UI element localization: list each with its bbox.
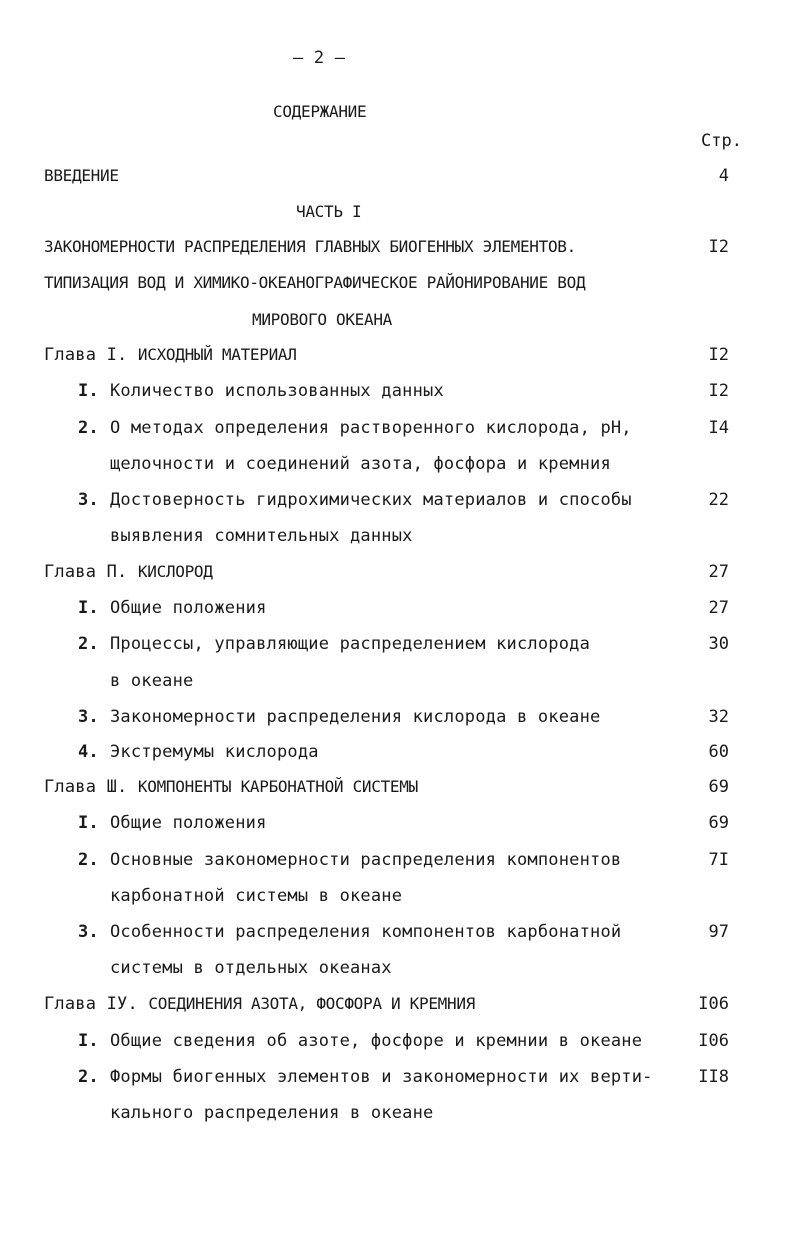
ch4-sec1-line1: Общие сведения об азоте, фосфоре и кремнии в океане: [110, 1031, 643, 1051]
ch4-sec2-line2: кального распределения в океане: [110, 1103, 434, 1123]
ch3-sec2-line1: Основные закономерности распределения компонентов: [110, 850, 622, 870]
ch4-sec1-num: I.: [78, 1031, 99, 1051]
ch3-sec1-page: 69: [708, 813, 729, 833]
ch1-sec2-line1: О методах определения растворенного кислорода, рН,: [110, 418, 632, 438]
ch3-sec2-line2: карбонатной системы в океане: [110, 886, 403, 906]
ch4-sec2-line1: Формы биогенных элементов и закономерности их верти-: [110, 1067, 653, 1087]
ch1-sec3-line2: выявления сомнительных данных: [110, 526, 413, 546]
chapter-1-prefix: Глава I.: [44, 345, 128, 365]
chapter-3-prefix: Глава Ш.: [44, 777, 128, 797]
ch2-sec2-num: 2.: [78, 634, 99, 654]
ch2-sec4-page: 60: [708, 742, 729, 762]
ch3-sec1-line1: Общие положения: [110, 813, 267, 833]
intro-label: ВВЕДЕНИЕ: [44, 166, 119, 185]
ch2-sec3-line1: Закономерности распределения кислорода в океане: [110, 707, 601, 727]
ch3-sec3-line2: системы в отдельных океанах: [110, 958, 392, 978]
chapter-4-prefix: Глава IУ.: [44, 994, 138, 1014]
ch4-sec1-page: I06: [698, 1031, 729, 1051]
ch4-sec2-page: II8: [698, 1067, 729, 1087]
ch2-sec1-page: 27: [708, 598, 729, 618]
ch1-sec3-page: 22: [708, 490, 729, 510]
part-page: I2: [708, 237, 729, 257]
part-title-line2: ТИПИЗАЦИЯ ВОД И ХИМИКО-ОКЕАНОГРАФИЧЕСКОЕ РАЙОНИРОВАНИЕ ВОД: [44, 273, 586, 292]
ch2-sec2-line2: в океане: [110, 671, 194, 691]
page-number: – 2 –: [293, 48, 346, 68]
chapter-4-heading: [44, 994, 475, 1014]
ch2-sec1-line1: Общие положения: [110, 598, 267, 618]
chapter-2-heading: [44, 562, 213, 582]
chapter-3-page: 69: [708, 777, 729, 797]
ch1-sec2-num: 2.: [78, 418, 99, 438]
chapter-4-page: I06: [698, 994, 729, 1014]
part-title-line1: ЗАКОНОМЕРНОСТИ РАСПРЕДЕЛЕНИЯ ГЛАВНЫХ БИОГЕННЫХ ЭЛЕМЕНТОВ.: [44, 237, 576, 256]
ch3-sec2-num: 2.: [78, 850, 99, 870]
ch3-sec2-page: 7I: [708, 850, 729, 870]
part-title-line3: МИРОВОГО ОКЕАНА: [252, 310, 392, 329]
ch1-sec2-page: I4: [708, 418, 729, 438]
ch2-sec4-line1: Экстремумы кислорода: [110, 742, 319, 762]
ch3-sec3-page: 97: [708, 922, 729, 942]
chapter-1-title: ИСХОДНЫЙ МАТЕРИАЛ: [137, 345, 297, 364]
chapter-4-title: СОЕДИНЕНИЯ АЗОТА, ФОСФОРА И КРЕМНИЯ: [148, 994, 476, 1013]
toc-title: СОДЕРЖАНИЕ: [273, 102, 367, 121]
ch3-sec3-num: 3.: [78, 922, 99, 942]
chapter-1-heading: [44, 345, 297, 365]
ch2-sec4-num: 4.: [78, 742, 99, 762]
ch1-sec1-page: I2: [708, 381, 729, 401]
ch2-sec2-line1: Процессы, управляющие распределением кислорода: [110, 634, 591, 654]
ch2-sec2-page: 30: [708, 634, 729, 654]
chapter-1-page: I2: [708, 345, 729, 365]
ch1-sec1-num: I.: [78, 381, 99, 401]
ch4-sec2-num: 2.: [78, 1067, 99, 1087]
part-label: ЧАСТЬ I: [296, 202, 362, 221]
intro-page: 4: [718, 166, 729, 186]
ch3-sec1-num: I.: [78, 813, 99, 833]
ch1-sec3-line1: Достоверность гидрохимических материалов и способы: [110, 490, 632, 510]
chapter-2-title: КИСЛОРОД: [137, 562, 213, 581]
ch1-sec2-line2: щелочности и соединений азота, фосфора и кремния: [110, 454, 611, 474]
ch1-sec1-line1: Количество использованных данных: [110, 381, 444, 401]
page-column-header: Стр.: [701, 131, 742, 151]
ch2-sec3-num: 3.: [78, 707, 99, 727]
chapter-3-heading: [44, 777, 418, 797]
chapter-2-prefix: Глава П.: [44, 562, 128, 582]
ch3-sec3-line1: Особенности распределения компонентов карбонатной: [110, 922, 622, 942]
chapter-2-page: 27: [708, 562, 729, 582]
ch2-sec3-page: 32: [708, 707, 729, 727]
chapter-3-title: КОМПОНЕНТЫ КАРБОНАТНОЙ СИСТЕМЫ: [137, 777, 418, 796]
ch2-sec1-num: I.: [78, 598, 99, 618]
ch1-sec3-num: 3.: [78, 490, 99, 510]
